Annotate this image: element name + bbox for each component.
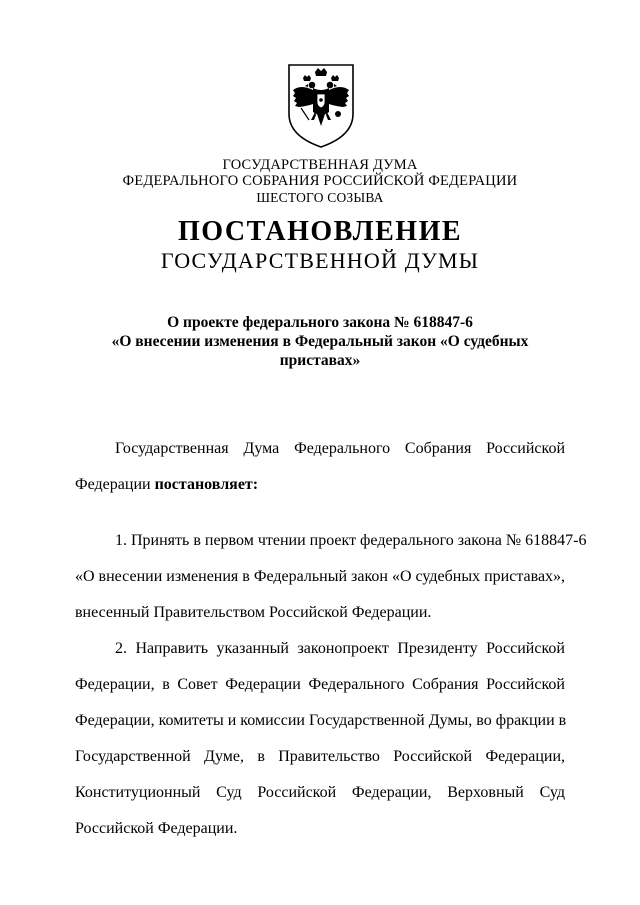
item2-line-6: Российской Федерации. [75,820,238,837]
intro-text: Федерации [75,476,155,493]
intro-decides: постановляет: [154,476,259,493]
coat-of-arms-icon [285,62,357,150]
item2-line-3: Федерации, комитеты и комиссии Государственной Думы, во фракции в [75,712,567,729]
resolution-subject [90,313,550,370]
item1-line-2: «О внесении изменения в Федеральный закон «О судебных приставах», [75,568,566,585]
item2-line-2: Федерации, в Совет Федерации Федерального Собрания Российской [75,676,565,693]
header-line-3: ШЕСТОГО СОЗЫВА [256,190,384,205]
item2-line-4: Государственной Думе, в Правительство Российской Федерации, [75,748,565,765]
intro-line-1: Государственная Дума Федерального Собрания Российской [115,440,565,457]
item2-line-5: Конституционный Суд Российской Федерации, Верховный Суд [75,784,565,801]
subject-line-3: приставах» [279,352,361,369]
document-issuer-subtitle: ГОСУДАРСТВЕННОЙ ДУМЫ [160,248,480,273]
document-type-title: ПОСТАНОВЛЕНИЕ [177,216,463,247]
item1-line-1: 1. Принять в первом чтении проект федерального закона № 618847-6 [115,532,587,549]
header-line-1: ГОСУДАРСТВЕННАЯ ДУМА [222,157,418,173]
item2-line-1: 2. Направить указанный законопроект Президенту Российской [115,640,565,657]
subject-line-1: О проекте федерального закона № 618847-6 [167,314,473,331]
subject-line-2: «О внесении изменения в Федеральный закон «О судебных [111,333,529,350]
intro-line-2 [75,467,565,503]
item1-line-3: внесенный Правительством Российской Федерации. [75,604,432,621]
header-line-2: ФЕДЕРАЛЬНОГО СОБРАНИЯ РОССИЙСКОЙ ФЕДЕРАЦИИ [122,173,518,189]
